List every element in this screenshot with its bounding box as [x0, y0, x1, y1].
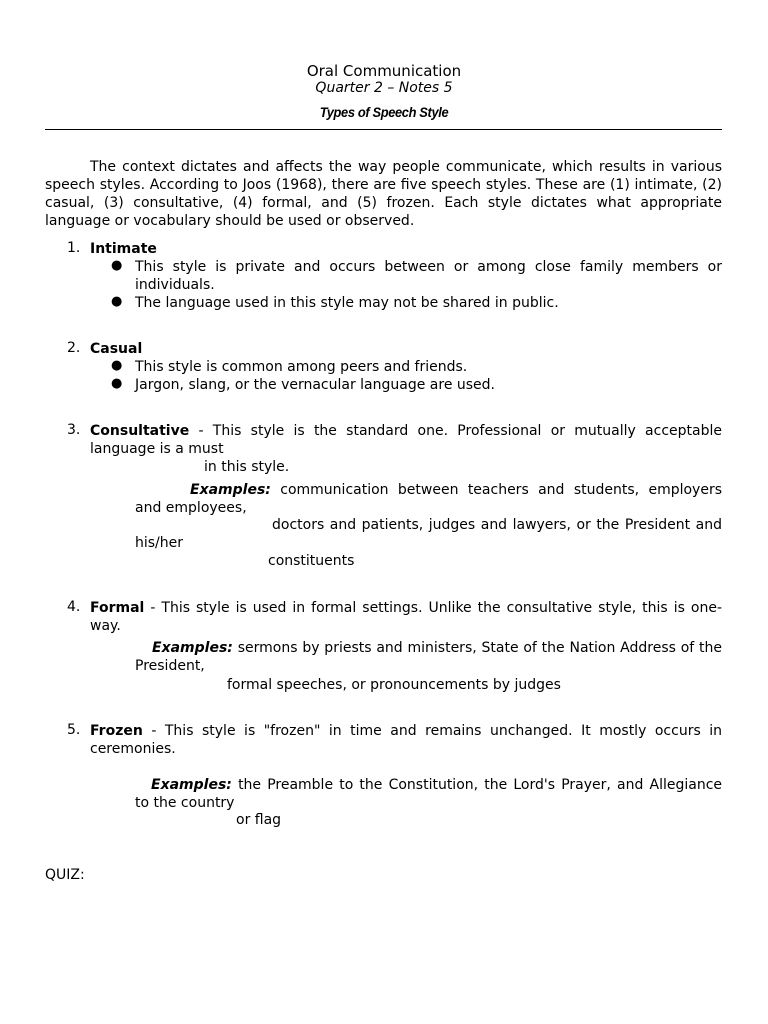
style-description-cont: in this style.	[204, 459, 290, 475]
quiz-label: QUIZ:	[45, 867, 85, 883]
examples-label: Examples:	[190, 482, 271, 498]
document-subtitle: Quarter 2 – Notes 5	[315, 80, 453, 96]
bullet-icon: ●	[111, 294, 123, 309]
style-description: - This style is "frozen" in time and remains unchanged. It mostly occurs in ceremonies.	[90, 723, 723, 757]
header-divider	[45, 129, 722, 130]
style-heading-frozen	[90, 722, 722, 758]
examples-text-line: constituents	[268, 553, 355, 569]
list-number: 3.	[67, 422, 81, 438]
examples-text: the Preamble to the Constitution, the Lord's Prayer, and Allegiance to the country	[135, 777, 723, 811]
style-name: Consultative	[90, 423, 190, 439]
bullet-icon: ●	[111, 258, 123, 273]
examples-text: sermons by priests and ministers, State of the Nation Address of the President,	[135, 640, 723, 674]
list-number: 5.	[67, 722, 81, 738]
list-item: Jargon, slang, or the vernacular language are used.	[135, 377, 496, 393]
document-topic: Types of Speech Style	[319, 104, 449, 120]
examples-label: Examples:	[151, 777, 232, 793]
examples-text-line: doctors and patients, judges and lawyers, or the President and his/her	[135, 517, 722, 551]
examples-formal	[135, 639, 722, 675]
bullet-icon: ●	[111, 358, 123, 373]
examples-text-line: or flag	[236, 812, 282, 828]
intro-paragraph: The context dictates and affects the way people communicate, which results in various speech styles. According to Joos (1968), there are five speech styles. These are (1) intimate, (2) casual, (3) consultative, (4) formal, and (5) frozen. Each style dictates what appropriate language or vocabulary should be used or observed.	[45, 159, 722, 229]
list-number: 4.	[67, 599, 81, 615]
style-name: Formal	[90, 600, 145, 616]
style-heading-formal	[90, 599, 722, 635]
list-number: 1.	[67, 240, 81, 256]
list-item: The language used in this style may not be shared in public.	[135, 295, 559, 311]
style-name: Casual	[90, 341, 143, 357]
examples-consultative	[135, 481, 722, 517]
examples-text-line: formal speeches, or pronouncements by judges	[227, 677, 561, 693]
document-title: Oral Communication	[306, 62, 462, 80]
style-heading-casual	[90, 340, 722, 358]
style-description: - This style is used in formal settings. Unlike the consultative style, this is one-way.	[90, 600, 722, 634]
style-name: Frozen	[90, 723, 143, 739]
style-description: - This style is the standard one. Professional or mutually acceptable language is a must	[90, 423, 722, 457]
examples-label: Examples:	[152, 640, 233, 656]
list-item: This style is common among peers and friends.	[135, 359, 468, 375]
style-heading-intimate	[90, 240, 722, 258]
list-item: This style is private and occurs between or among close family members or individuals.	[135, 259, 722, 293]
style-heading-consultative	[90, 422, 722, 458]
bullet-icon: ●	[111, 376, 123, 391]
examples-text: communication between teachers and students, employers and employees,	[135, 482, 722, 516]
examples-frozen	[135, 776, 722, 812]
style-name: Intimate	[90, 241, 157, 257]
list-number: 2.	[67, 340, 81, 356]
